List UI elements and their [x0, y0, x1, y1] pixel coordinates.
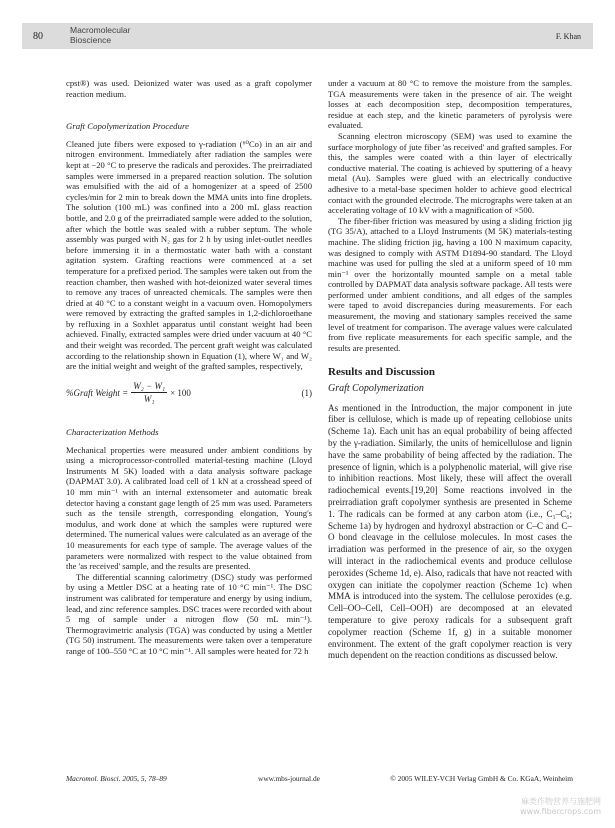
subsection-heading: Graft Copolymerization: [328, 383, 424, 395]
footer-citation: Macromol. Biosci. 2005, 5, 78–89: [66, 774, 167, 783]
paragraph: cpst®) was used. Deionized water was used as a graft copolymer reaction medium.: [66, 78, 312, 99]
page-number: 80: [33, 31, 43, 42]
equation-number: (1): [301, 387, 312, 398]
journal-line-2: Bioscience: [70, 35, 112, 45]
equation-numerator: W₂ − W₁: [131, 381, 167, 394]
paragraph: Cleaned jute fibers were exposed to γ-radiation (⁶⁰Co) in an air and nitrogen environment. Immediately after radiation the samples were kept at −20 °C to preserve the radicals and peroxides. The preirradiated samples were immersed in a prepared reaction solution. The solution was emulsified with the aid of a homogenizer at a speed of 2500 cycles/min for 2 min to break down the MMA units into fine droplets. The solution (100 mL) was confined into a 200 mL glass reaction bottle, and 2.0 g of the preirradiated sample were added to the solution, after which the bottle was sealed with a rubber septum. The whole assembly was purged with N₂ gas for 2 h by using inlet-outlet needles before immersing it in a thermostatic water bath with a constant agitation system. Grafting reactions were commenced at a set temperature for a prefixed period. The samples were taken out from the reaction chamber, then washed with hot-deionized water several times to remove any traces of unreacted chemicals. The samples were then dried at 40 °C to a constant weight in a vacuum oven. Homopolymers were removed by extracting the grafted samples in 1,2-dichloroethane by refluxing in a Soxhlet apparatus until constant weight had been achieved. Finally, extracted samples were dried under vacuum at 40 °C and their weight was recorded. The percent graft weight was calculated according to the relationship shown in Equation (1), where W₁ and W₂ are the initial weight and weight of the grafted samples, respectively,: [66, 138, 312, 372]
watermark-line-1: 麻类作物营养与施肥网: [521, 797, 601, 806]
subsection-heading: Graft Copolymerization Procedure: [66, 121, 189, 132]
subsection-heading: Characterization Methods: [66, 427, 159, 438]
paragraph: Scanning electron microscopy (SEM) was used to examine the surface morphology of jute fiber 'as received' and grafted samples. For this, the samples were coated with a thin layer of electrically conductive material. The coating is achieved by sputtering of a heavy metal (Au). Samples were glued with an electrically conductive adhesive to a metal-base specimen holder to achieve good electrical contact with the grounded electrode. The micrographs were taken at an accelerating voltage of 10 kV with a magnification of ×500.: [328, 130, 572, 216]
watermark-line-2: www.fibercrops.com: [520, 807, 601, 816]
equation-denominator: W₁: [143, 394, 155, 405]
paragraph: As mentioned in the Introduction, the major component in jute fiber is cellulose, which is made up of repeating cellobiose units (Scheme 1a). Each unit has an equal probability of being affected by the γ-radiation. Similarly, the units of hemicellulose and lignin have the same probability of being affected by the radiation. The presence of lignin, which is a polyphenolic material, will give rise to inhibition reactions. Most likely, these will affect the overall radiochemical events.[19,20] Some reactions involved in the preirradiation graft copolymer synthesis are presented in Scheme 1. The radicals can be formed at any carbon atom (i.e., C₁–C₆; Scheme 1a) by hydrogen and hydroxyl abstraction or C–C and C–O bond cleavage in the cellulose molecules. In most cases the irradiation was performed in the presence of air, so the oxygen will interact in the radiochemical events and produce cellulose peroxides (Scheme 1d, e). Also, radicals that have not reacted with oxygen can initiate the copolymer reaction (Scheme 1c) when MMA is introduced into the system. The cellulose peroxides (e.g. Cell–OO–Cell, Cell–OOH) are decomposed at an elevated temperature to give peroxy radicals for a subsequent graft copolymer reaction (Scheme 1f, g) in a suitable monomer environment. The extent of the graft copolymer reaction is very much dependent on the reaction conditions as discussed below.: [328, 402, 572, 661]
equation-lhs: %Graft Weight =: [66, 387, 129, 398]
paragraph: The differential scanning calorimetry (DSC) study was performed by using a Mettler DSC at a heating rate of 10 °C min⁻¹. The DSC instrument was calibrated for temperature and energy by using indium, lead, and zinc reference samples. DSC traces were recorded with about 5 mg of sample under a nitrogen flow (50 mL min⁻¹). Thermogravimetric analysis (TGA) was conducted by using a Mettler (TG 50) instrument. The measurements were taken over a temperature range of 100–550 °C at 10 °C min⁻¹. All samples were heated for 72 h: [66, 571, 312, 656]
footer-url[interactable]: www.mbs-journal.de: [258, 774, 320, 783]
footer-copyright: © 2005 WILEY-VCH Verlag GmbH & Co. KGaA, Weinheim: [390, 774, 573, 783]
equation: [66, 381, 312, 405]
paragraph: Mechanical properties were measured under ambient conditions by using a microprocessor-controlled material-testing machine (Lloyd Instruments M 5K) loaded with a data analysis software package (DAPMAT 3.0). A calibrated load cell of 1 kN at a crosshead speed of 10 mm min⁻¹ with an internal extensometer and automatic break detector having a constant gage length of 25 mm was used. Parameters such as the tensile strength, corresponding elongation, Young's modulus, and work done at which the samples were ruptured were determined. The numerical values were calculated as an average of the 10 measurements for each type of sample. The average values of the parameters were normalized with respect to the value obtained from the 'as received' sample, and the results are presented.: [66, 444, 312, 572]
paragraph: The fiber-fiber friction was measured by using a sliding friction jig (TG 35/A), attached to a Lloyd Instruments (M 5K) materials-testing machine. The sliding friction jig, having a 100 N maximum capacity, was designed to comply with ASTM D1894-90 standard. The Lloyd machine was used for pulling the sled at a uniform speed of 10 mm min⁻¹ over the horizontally mounted sample on a metal table controlled by DAPMAT data analysis software package. All tests were performed under ambient conditions, and all edges of the samples were taped to avoid discrepancies during measurements. For each measurement, the moving and stationary samples received the same level of treatment for comparison. The average values were calculated from five replicate measurements for each specific sample, and the results are presented.: [328, 215, 572, 353]
paragraph: under a vacuum at 80 °C to remove the moisture from the samples. TGA measurements were taken in the presence of air. The weight losses at each decomposition step, decomposition temperatures, residue at each step, and the kinetic parameters of pyrolysis were evaluated.: [328, 78, 572, 131]
watermark: [520, 797, 601, 817]
journal-name: [70, 25, 130, 45]
left-column: [66, 78, 312, 657]
equation-multiplier: × 100: [170, 387, 191, 398]
section-heading: Results and Discussion: [328, 366, 435, 379]
running-author: F. Khan: [555, 32, 581, 41]
right-column: [328, 78, 572, 662]
journal-line-1: Macromolecular: [70, 25, 131, 35]
equation-fraction: [131, 381, 167, 405]
